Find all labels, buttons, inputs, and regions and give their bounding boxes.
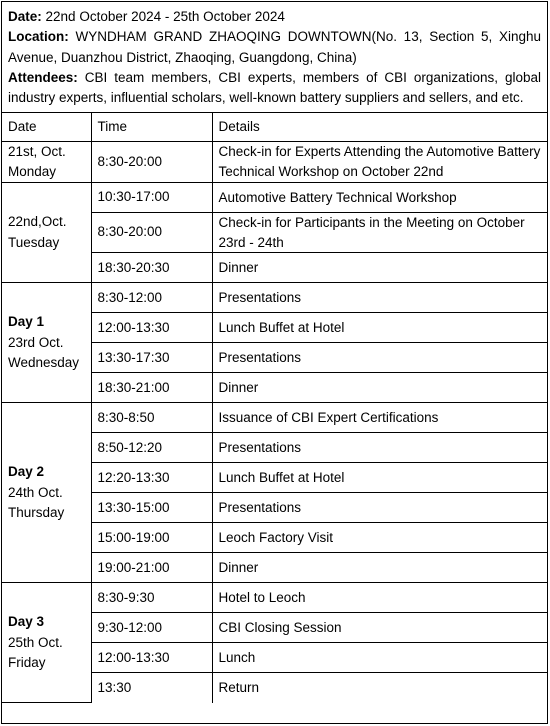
day-cell bbox=[2, 183, 91, 283]
details-cell: Automotive Battery Technical Workshop bbox=[212, 183, 547, 213]
location-line bbox=[8, 27, 541, 68]
day-title: Day 3 bbox=[8, 614, 45, 630]
details-cell: Lunch Buffet at Hotel bbox=[212, 313, 547, 343]
day-cell bbox=[2, 583, 91, 703]
details-cell: Hotel to Leoch bbox=[212, 583, 547, 613]
day-weekday: Monday bbox=[8, 163, 57, 179]
day-cell bbox=[2, 283, 91, 403]
details-cell: Presentations bbox=[212, 433, 547, 463]
time-cell: 13:30 bbox=[91, 673, 212, 703]
details-cell: Lunch bbox=[212, 643, 547, 673]
table-row bbox=[2, 583, 547, 613]
day-title: Day 1 bbox=[8, 314, 45, 330]
details-cell: Check-in for Participants in the Meeting on October 23rd - 24th bbox=[212, 213, 547, 253]
details-cell: Issuance of CBI Expert Certifications bbox=[212, 403, 547, 433]
details-cell: Dinner bbox=[212, 253, 547, 283]
schedule-table bbox=[2, 113, 547, 703]
time-cell: 9:30-12:00 bbox=[91, 613, 212, 643]
date-line bbox=[8, 7, 541, 27]
day-date: 25th Oct. bbox=[8, 634, 63, 650]
time-cell: 18:30-21:00 bbox=[91, 373, 212, 403]
time-cell: 8:30-9:30 bbox=[91, 583, 212, 613]
schedule-document bbox=[1, 1, 548, 724]
time-cell: 8:30-8:50 bbox=[91, 403, 212, 433]
day-weekday: Tuesday bbox=[8, 234, 60, 250]
time-cell: 18:30-20:30 bbox=[91, 253, 212, 283]
header-time: Time bbox=[91, 113, 212, 141]
table-header-row bbox=[2, 113, 547, 141]
time-cell: 8:30-20:00 bbox=[91, 141, 212, 183]
date-label: Date: bbox=[8, 9, 42, 24]
time-cell: 13:30-17:30 bbox=[91, 343, 212, 373]
table-row bbox=[2, 141, 547, 183]
time-cell: 12:00-13:30 bbox=[91, 643, 212, 673]
event-info bbox=[2, 2, 547, 113]
time-cell: 13:30-15:00 bbox=[91, 493, 212, 523]
location-value: WYNDHAM GRAND ZHAOQING DOWNTOWN(No. 13, Section 5, Xinghu Avenue, Duanzhou District, Zhaoqing, Guangdong, China) bbox=[8, 29, 541, 65]
attendees-line bbox=[8, 68, 541, 109]
details-cell: Presentations bbox=[212, 283, 547, 313]
table-row bbox=[2, 403, 547, 433]
day-date: 23rd Oct. bbox=[8, 334, 64, 350]
attendees-label: Attendees: bbox=[8, 69, 78, 85]
location-label: Location: bbox=[8, 29, 69, 45]
time-cell: 15:00-19:00 bbox=[91, 523, 212, 553]
attendees-value: CBI team members, CBI experts, members of CBI organizations, global industry experts, influential scholars, well-known battery suppliers and sellers, and etc. bbox=[8, 69, 541, 105]
details-cell: Return bbox=[212, 673, 547, 703]
day-date: 21st, Oct. bbox=[8, 143, 66, 159]
date-value: 22nd October 2024 - 25th October 2024 bbox=[45, 9, 285, 24]
time-cell: 12:00-13:30 bbox=[91, 313, 212, 343]
time-cell: 8:50-12:20 bbox=[91, 433, 212, 463]
table-row bbox=[2, 183, 547, 213]
details-cell: Lunch Buffet at Hotel bbox=[212, 463, 547, 493]
details-cell: Dinner bbox=[212, 373, 547, 403]
table-row bbox=[2, 283, 547, 313]
day-weekday: Friday bbox=[8, 654, 46, 670]
day-date: 22nd,Oct. bbox=[8, 214, 67, 230]
day-date: 24th Oct. bbox=[8, 484, 63, 500]
details-cell: Check-in for Experts Attending the Automotive Battery Technical Workshop on October 22nd bbox=[212, 141, 547, 183]
header-details: Details bbox=[212, 113, 547, 141]
time-cell: 19:00-21:00 bbox=[91, 553, 212, 583]
day-title: Day 2 bbox=[8, 464, 45, 480]
day-cell bbox=[2, 403, 91, 583]
time-cell: 8:30-20:00 bbox=[91, 213, 212, 253]
day-cell bbox=[2, 141, 91, 183]
time-cell: 8:30-12:00 bbox=[91, 283, 212, 313]
day-weekday: Wednesday bbox=[8, 354, 80, 370]
details-cell: Dinner bbox=[212, 553, 547, 583]
day-weekday: Thursday bbox=[8, 504, 65, 520]
header-date: Date bbox=[2, 113, 91, 141]
details-cell: Leoch Factory Visit bbox=[212, 523, 547, 553]
details-cell: CBI Closing Session bbox=[212, 613, 547, 643]
time-cell: 12:20-13:30 bbox=[91, 463, 212, 493]
time-cell: 10:30-17:00 bbox=[91, 183, 212, 213]
details-cell: Presentations bbox=[212, 343, 547, 373]
details-cell: Presentations bbox=[212, 493, 547, 523]
